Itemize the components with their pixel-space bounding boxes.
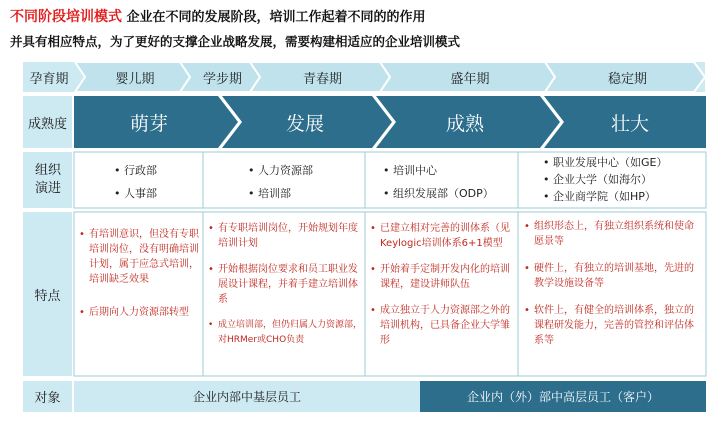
list-item: • 人事部 (114, 182, 199, 205)
list-item: • 组织形态上，有独立组织系统和使命愿景等 (524, 219, 702, 249)
lifecycle-stable: 稳定期 (607, 71, 647, 87)
list-item: • 人力资源部 (248, 159, 363, 182)
row-label-org: 组织演进 (34, 163, 61, 196)
list-item: • 行政部 (114, 159, 199, 182)
list-item: • 培训中心 (383, 159, 515, 182)
maturity-grow: 壮大 (610, 112, 649, 135)
maturity-mature: 成熟 (445, 112, 484, 135)
features-list-1 (79, 227, 199, 320)
title-rest: 企业在不同的发展阶段，培训工作起着不同的的作用 (126, 10, 426, 25)
list-item: • 已建立相对完善的训体系（见Keylogic培训体系6+1模型 (370, 221, 512, 251)
list-item: • 有专职培训岗位，开始规划年度培训计划 (208, 221, 362, 251)
list-item: • 企业商学院（如HP） (543, 188, 703, 205)
org-list-4 (543, 154, 703, 205)
page-subtitle: 并具有相应特点，为了更好的支撑企业战略发展，需要构建相适应的企业培训模式 (10, 34, 461, 49)
maturity-develop: 发展 (285, 112, 324, 135)
lifecycle-infancy: 婴儿期 (115, 71, 155, 87)
audience-senior: 企业内（外）部中高层员工（客户） (466, 390, 659, 404)
org-list-3 (383, 159, 515, 205)
features-list-2 (208, 221, 362, 348)
features-list-4 (524, 219, 702, 348)
list-item: • 职业发展中心（如GE） (543, 154, 703, 171)
org-list-1 (114, 159, 199, 205)
list-item: • 成立独立于人力资源部之外的培训机构，已具备企业大学雏形 (370, 303, 512, 348)
maturity-sprout: 萌芽 (129, 112, 168, 135)
list-item: • 培训部 (248, 182, 363, 205)
list-item: • 开始着手定制开发内化的培训课程，建设讲师队伍 (370, 262, 512, 292)
list-item: • 成立培训部，但仍归属人力资源部，对HRMer或CHO负责 (208, 318, 362, 348)
row-label-lifecycle: 孕育期 (29, 71, 69, 87)
list-item: • 硬件上，有独立的培训基地，先进的教学设施设备等 (524, 261, 702, 291)
lifecycle-toddler: 学步期 (202, 71, 242, 87)
features-list-3 (370, 221, 512, 348)
list-item: • 后期向人力资源部转型 (79, 305, 199, 320)
row-label-features: 特点 (34, 288, 61, 304)
lifecycle-prime: 盛年期 (450, 71, 490, 87)
list-item: • 组织发展部（ODP） (383, 182, 515, 205)
list-item: • 有培训意识，但没有专职培训岗位，没有明确培训计划，属于应急式培训，培训缺乏效果 (79, 227, 199, 287)
list-item: • 软件上，有健全的培训体系，独立的课程研发能力，完善的管控和评估体系等 (524, 303, 702, 348)
list-item: • 开始根据岗位要求和员工职业发展设计课程，并着手建立培训体系 (208, 262, 362, 307)
row-label-maturity: 成熟度 (27, 116, 67, 132)
list-item: • 企业大学（如海尔） (543, 171, 703, 188)
title-highlight: 不同阶段培训模式 (10, 9, 122, 25)
audience-internal: 企业内部中基层员工 (192, 390, 301, 404)
org-list-2 (248, 159, 363, 205)
row-label-audience: 对象 (34, 391, 61, 406)
lifecycle-youth: 青春期 (302, 71, 342, 87)
